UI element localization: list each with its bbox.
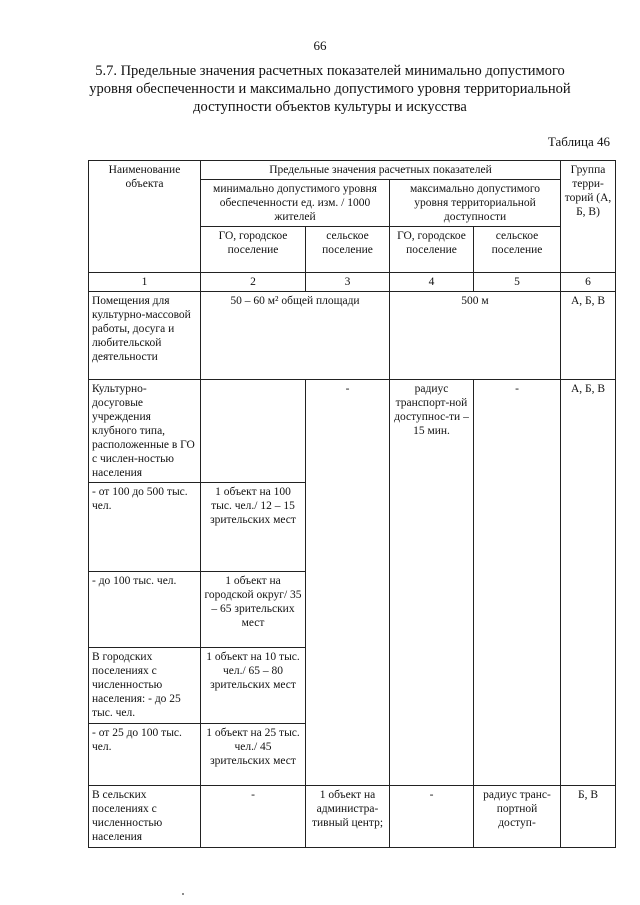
cell-go-urban-1: 1 объект на 25 тыс. чел./ 45 зрительских мест	[201, 723, 306, 785]
header-territory-group: Группа терри-торий (А, Б, В)	[561, 161, 616, 273]
row-name: - от 100 до 500 тыс. чел.	[89, 483, 201, 571]
row-name: - от 25 до 100 тыс. чел.	[89, 723, 201, 785]
column-number-5: 5	[474, 273, 561, 292]
column-number-6: 6	[561, 273, 616, 292]
column-number-3: 3	[306, 273, 390, 292]
table-row	[89, 292, 616, 380]
cell-rural-1: 1 объект на администра-тивный центр;	[306, 785, 390, 847]
header-go-urban-1: ГО, городское поселение	[201, 227, 306, 273]
table-row	[89, 785, 616, 847]
section-title	[60, 62, 600, 116]
header-max-level: максимально допустимого уровня территориальной доступности	[390, 180, 561, 227]
cell-go-urban-1: 1 объект на 100 тыс. чел./ 12 – 15 зрительских мест	[201, 483, 306, 571]
limits-table	[88, 160, 616, 848]
cell-go-urban-2: -	[390, 785, 474, 847]
cell-go-urban-1: 1 объект на 10 тыс. чел./ 65 – 80 зрительских мест	[201, 647, 306, 723]
header-rural-1: сельское поселение	[306, 227, 390, 273]
row-name: Помещения для культурно-массовой работы, досуга и любительской деятельности	[89, 292, 201, 380]
cell-min-level: 50 – 60 м² общей площади	[201, 292, 390, 380]
cell-group: А, Б, В	[561, 380, 616, 786]
header-limit-values: Предельные значения расчетных показателей	[201, 161, 561, 180]
cell-group: А, Б, В	[561, 292, 616, 380]
title-line-1: 5.7. Предельные значения расчетных показателей минимально допустимого	[95, 63, 565, 79]
header-min-level: минимально допустимого уровня обеспеченности ед. изм. / 1000 жителей	[201, 180, 390, 227]
table-row	[89, 380, 616, 483]
header-object-name: Наименование объекта	[89, 161, 201, 273]
column-number-4: 4	[390, 273, 474, 292]
header-rural-2: сельское поселение	[474, 227, 561, 273]
cell-rural-2: радиус транс-портной доступ-	[474, 785, 561, 847]
cell-max-level: 500 м	[390, 292, 561, 380]
cell-empty	[201, 380, 306, 483]
cell-go-urban-2: радиус транспорт-ной доступнос-ти – 15 мин.	[390, 380, 474, 786]
row-name: В городских поселениях с численностью населения: - до 25 тыс. чел.	[89, 647, 201, 723]
cell-group: Б, В	[561, 785, 616, 847]
scan-speck	[182, 893, 184, 895]
title-line-3: доступности объектов культуры и искусства	[193, 99, 467, 115]
column-number-2: 2	[201, 273, 306, 292]
cell-rural-2: -	[474, 380, 561, 786]
page-number: 66	[313, 38, 327, 53]
cell-go-urban-1: -	[201, 785, 306, 847]
title-line-2: уровня обеспеченности и максимально допустимого уровня территориальной	[89, 81, 571, 97]
row-name: Культурно-досуговые учреждения клубного типа, расположенные в ГО с числен-ностью населения	[89, 380, 201, 483]
table-label: Таблица 46	[547, 134, 610, 149]
cell-rural-1: -	[306, 380, 390, 786]
header-go-urban-2: ГО, городское поселение	[390, 227, 474, 273]
column-number-1: 1	[89, 273, 201, 292]
cell-go-urban-1: 1 объект на городской округ/ 35 – 65 зрительских мест	[201, 571, 306, 647]
row-name: - до 100 тыс. чел.	[89, 571, 201, 647]
row-name: В сельских поселениях с численностью населения	[89, 785, 201, 847]
